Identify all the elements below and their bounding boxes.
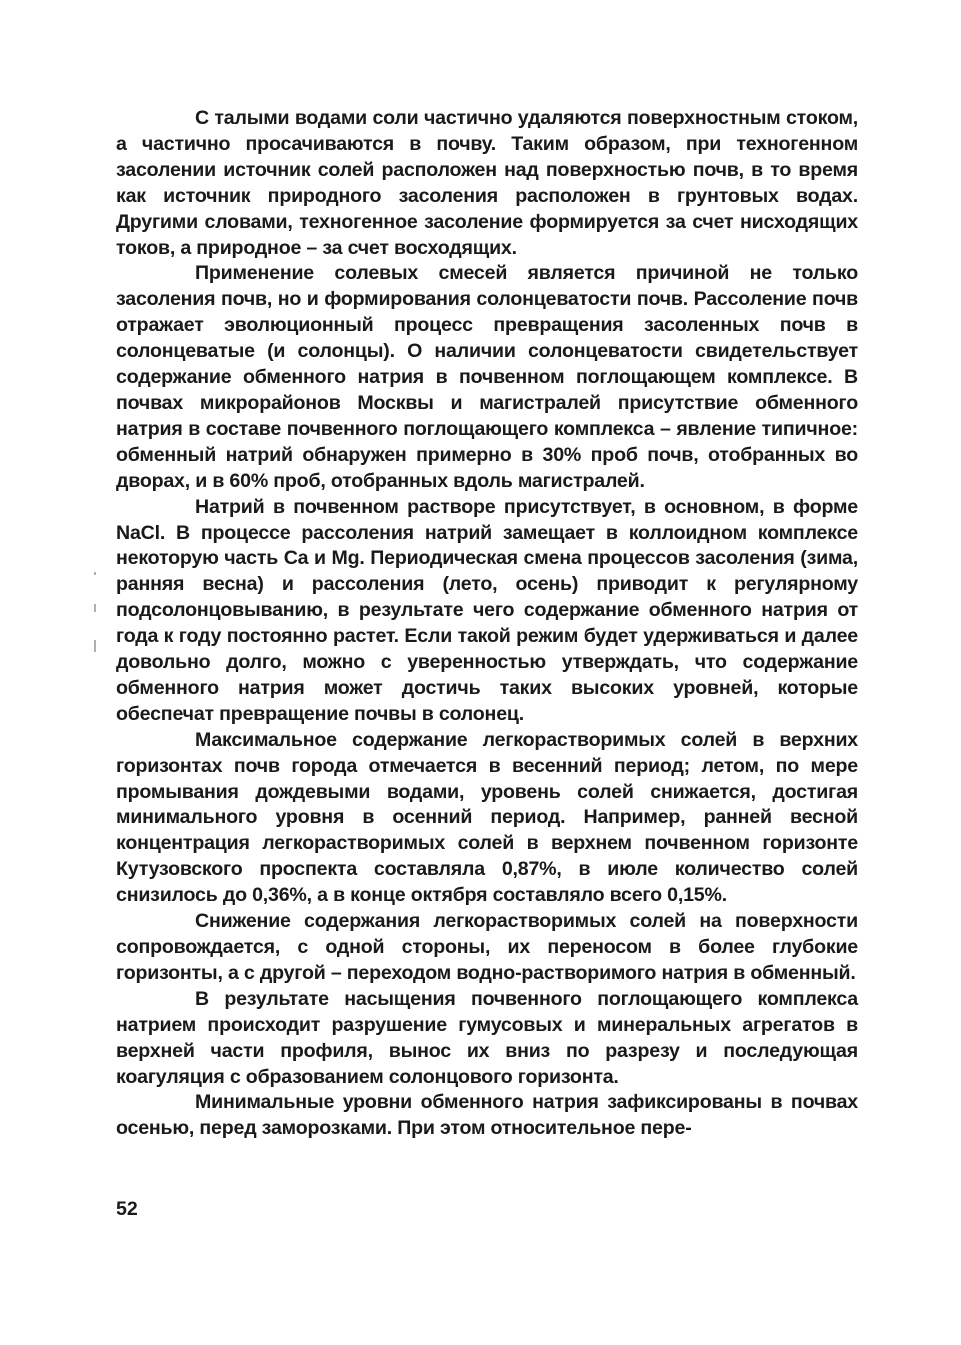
paragraph-2: Применение солевых смесей является причиной не только засоления почв, но и формирования солонцеватости почв. Рассоление почв отражает эволюционный процесс превращения засоленных почв в солонцеватые (и солонцы). О наличии солонцеватости свидетельствует содержание обменного натрия в почвенном поглощающем комплексе. В почвах микрорайонов Москвы и магистралей присутствие обменного натрия в составе почвенного поглощающего комплекса – явление типичное: обменный натрий обнаружен примерно в 30% проб почв, отобранных во дворах, и в 60% проб, отобранных вдоль магистралей. [116,262,858,492]
paragraph-3: Натрий в почвенном растворе присутствует, в основном, в форме NaCl. В процессе рассоления натрий замещает в коллоидном комплексе некоторую часть Ca и Mg. Периодическая смена процессов засоления (зима, ранняя весна) и рассоления (лето, осень) приводит к регулярному подсолонцовыванию, в результате чего содержание обменного натрия от года к году постоянно растет. Если такой режим будет удерживаться и далее довольно долго, можно с уверенностью утверждать, что содержание обменного натрия может достичь таких высоких уровней, которые обеспечат превращение почвы в солонец. [116,495,858,725]
page-number: 52 [116,1198,138,1220]
scan-speck [94,604,96,612]
paragraph-7: Минимальные уровни обменного натрия зафиксированы в почвах осенью, перед заморозками. При этом относительное пере- [116,1091,858,1140]
paragraph-6: В результате насыщения почвенного поглощающего комплекса натрием происходит разрушение гумусовых и минеральных агрегатов в верхней части профиля, вынос их вниз по разрезу и последующая коагуляция с образованием солонцового горизонта. [116,987,858,1088]
scan-speck [94,572,96,575]
paragraph-4: Максимальное содержание легкорастворимых солей в верхних горизонтах почв города отмечается в весенний период; летом, по мере промывания дождевыми водами, уровень солей снижается, достигая минимального уровня в осенний период. Например, ранней весной концентрация легкорастворимых солей в верхнем почвенном горизонте Кутузовского проспекта составляла 0,87%, в июле количество солей снизилось до 0,36%, а в конце октября составляло всего 0,15%. [116,728,858,907]
scan-speck [94,640,96,652]
body-text [116,106,858,1142]
paragraph-1: С талыми водами соли частично удаляются поверхностным стоком, а частично просачиваются в почву. Таким образом, при техногенном засолении источник солей расположен над поверхностью почв, в то время как источник природного засоления расположен в грунтовых водах. Другими словами, техногенное засоление формируется за счет нисходящих токов, а природное – за счет восходящих. [116,107,858,259]
paragraph-5: Снижение содержания легкорастворимых солей на поверхности сопровождается, с одной стороны, их переносом в более глубокие горизонты, а с другой – переходом водно-растворимого натрия в обменный. [116,910,858,984]
